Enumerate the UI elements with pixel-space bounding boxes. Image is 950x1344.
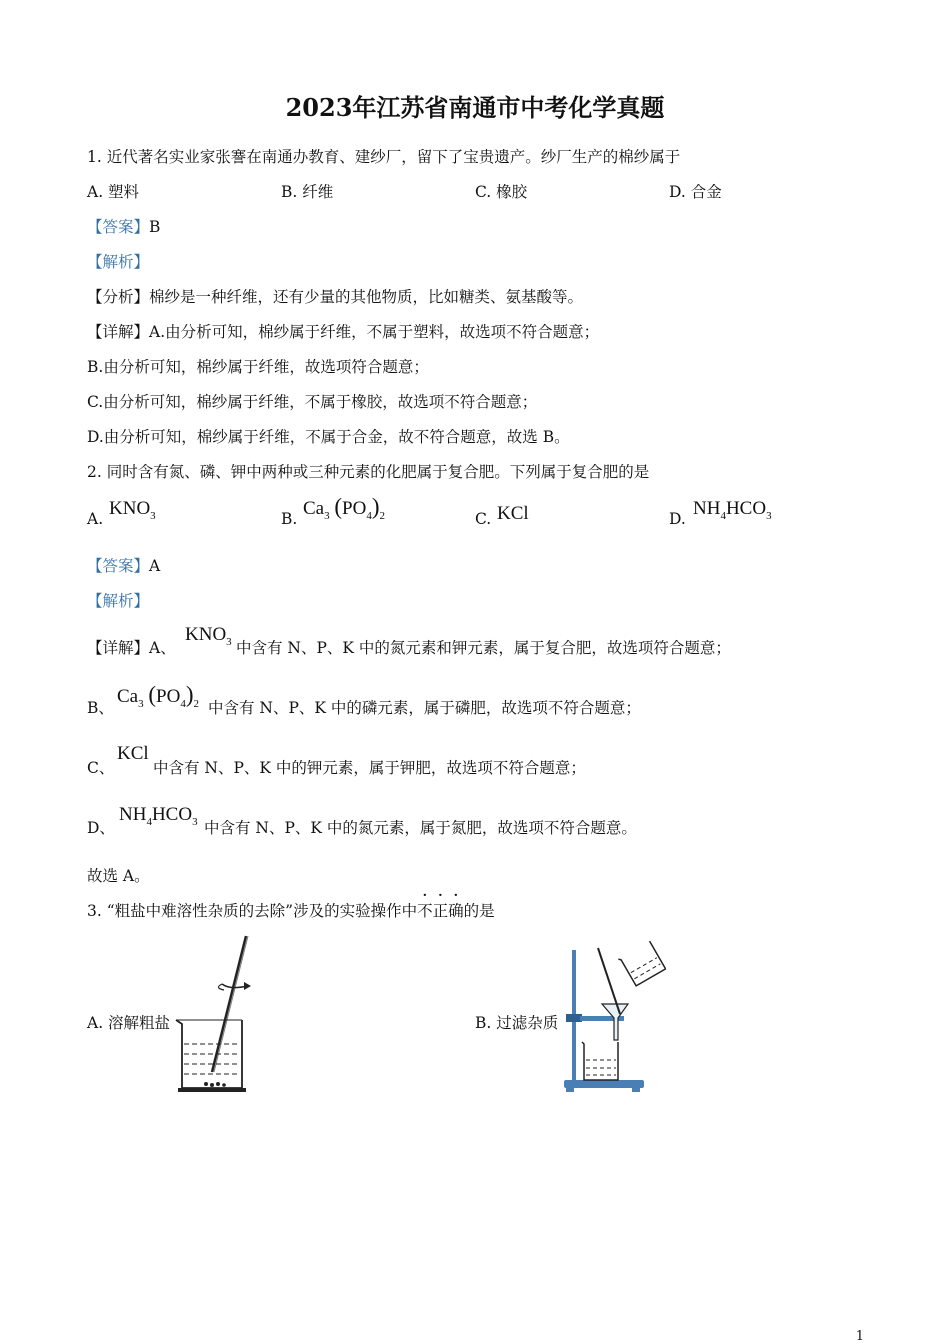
formula-subscript: 3 — [138, 697, 144, 710]
formula-text: PO — [342, 498, 367, 519]
formula-subscript: 4 — [366, 509, 372, 522]
q2-conclusion: 故选 A。 — [87, 867, 150, 885]
formula-text: NH — [693, 498, 721, 519]
page-title: 2023年江苏省南通市中考化学真题 — [285, 93, 665, 122]
q1-answer-line — [87, 217, 160, 237]
formula-text: KNO — [185, 624, 227, 645]
q3-option-a-label: A. 溶解粗盐 — [87, 1014, 171, 1032]
formula-text: HCO — [151, 804, 193, 825]
formula-subscript: 2 — [193, 697, 199, 710]
q2-detail-a-formula — [185, 624, 232, 648]
q2-option-d-letter: D. — [669, 510, 686, 528]
q1-detail-b: B.由分析可知，棉纱属于纤维，故选项符合题意； — [87, 358, 429, 376]
answer-tag: 【答案】 — [87, 218, 150, 236]
answer-tag: 【答案】 — [87, 557, 150, 575]
formula-text: Ca — [303, 498, 325, 519]
q2-detail-c-formula: KCl — [117, 743, 149, 764]
emphasis-char: 不 — [417, 902, 433, 920]
dissolving-beaker-illustration — [172, 932, 254, 1096]
filtration-setup-illustration — [560, 940, 666, 1096]
detail-tag: 【详解】 — [87, 323, 150, 341]
q2-option-b-letter: B. — [281, 510, 298, 528]
formula-paren: ) — [185, 682, 194, 707]
q2-answer: A — [149, 557, 161, 575]
formula-paren: ( — [334, 494, 343, 519]
analysis-tag: 【解析】 — [87, 253, 150, 271]
formula-subscript: 3 — [150, 509, 156, 522]
q2-option-b-formula — [303, 494, 385, 522]
formula-text: HCO — [725, 498, 767, 519]
formula-subscript: 4 — [146, 815, 152, 828]
q2-detail-a-prefix — [87, 638, 176, 658]
formula-subscript: 3 — [192, 815, 198, 828]
q2-detail-c-text: 中含有 N、P、K 中的钾元素，属于钾肥，故选项不符合题意； — [153, 759, 586, 777]
q2-stem: 2. 同时含有氮、磷、钾中两种或三种元素的化肥属于复合肥。下列属于复合肥的是 — [87, 463, 650, 481]
q2-answer-line — [87, 556, 160, 576]
formula-text: PO — [156, 686, 181, 707]
formula-subscript: 4 — [180, 697, 186, 710]
q2-option-a-letter: A. — [87, 510, 104, 528]
q2-option-c-letter: C. — [475, 510, 492, 528]
q2-detail-d-formula — [119, 804, 198, 828]
detail-prefix: A、 — [149, 639, 176, 657]
analysis-tag: 【解析】 — [87, 592, 150, 610]
q1-option-b: B. 纤维 — [281, 183, 334, 201]
formula-subscript: 3 — [324, 509, 330, 522]
q2-option-a-formula — [109, 498, 156, 522]
q1-option-a: A. 塑料 — [87, 183, 140, 201]
q1-detail-a — [87, 322, 599, 342]
formula-paren: ( — [148, 682, 157, 707]
emphasis-char: 正 — [432, 902, 449, 920]
q2-detail-d-text: 中含有 N、P、K 中的氮元素，属于氮肥，故选项不符合题意。 — [204, 819, 637, 837]
formula-paren: ) — [371, 494, 380, 519]
page-number: 1 — [855, 1329, 864, 1344]
q1-fenxi-line — [87, 287, 583, 307]
q2-option-c-formula: KCl — [497, 503, 529, 524]
q3-stem — [87, 901, 495, 921]
q1-stem: 1. 近代著名实业家张謇在南通办教育、建纱厂，留下了宝贵遗产。纱厂生产的棉纱属于 — [87, 148, 681, 166]
emphasis-char: 确 — [448, 902, 464, 920]
formula-subscript: 3 — [226, 635, 232, 648]
q1-detail-c: C.由分析可知，棉纱属于纤维，不属于橡胶，故选项不符合题意； — [87, 393, 538, 411]
q1-detail-d: D.由分析可知，棉纱属于纤维，不属于合金，故不符合题意，故选 B。 — [87, 428, 570, 446]
q1-fenxi: 棉纱是一种纤维，还有少量的其他物质，比如糖类、氨基酸等。 — [149, 288, 584, 306]
q1-answer: B — [149, 218, 161, 236]
formula-subscript: 4 — [720, 509, 726, 522]
q2-detail-b-formula — [117, 682, 199, 710]
q2-detail-b-text: 中含有 N、P、K 中的磷元素，属于磷肥，故选项不符合题意； — [208, 699, 641, 717]
q1-option-d: D. 合金 — [669, 183, 722, 201]
q2-option-d-formula — [693, 498, 772, 522]
fenxi-tag: 【分析】 — [87, 288, 150, 306]
q2-detail-b-prefix: B、 — [87, 699, 114, 717]
detail-tag: 【详解】 — [87, 639, 150, 657]
formula-text: Ca — [117, 686, 139, 707]
formula-subscript: 2 — [379, 509, 385, 522]
q3-stem-before: 3. “粗盐中难溶性杂质的去除”涉及的实验操作中 — [87, 902, 418, 920]
formula-subscript: 3 — [766, 509, 772, 522]
q3-option-b-label: B. 过滤杂质 — [475, 1014, 559, 1032]
q1-detail-text-a: A.由分析可知，棉纱属于纤维，不属于塑料，故选项不符合题意； — [149, 323, 600, 341]
formula-text: KNO — [109, 498, 151, 519]
q3-stem-after: 的是 — [463, 902, 495, 920]
formula-text: NH — [119, 804, 147, 825]
q1-option-c: C. 橡胶 — [475, 183, 528, 201]
q2-detail-a-text: 中含有 N、P、K 中的氮元素和钾元素，属于复合肥，故选项符合题意； — [236, 639, 731, 657]
q2-detail-d-prefix: D、 — [87, 819, 115, 837]
q2-detail-c-prefix: C、 — [87, 759, 115, 777]
